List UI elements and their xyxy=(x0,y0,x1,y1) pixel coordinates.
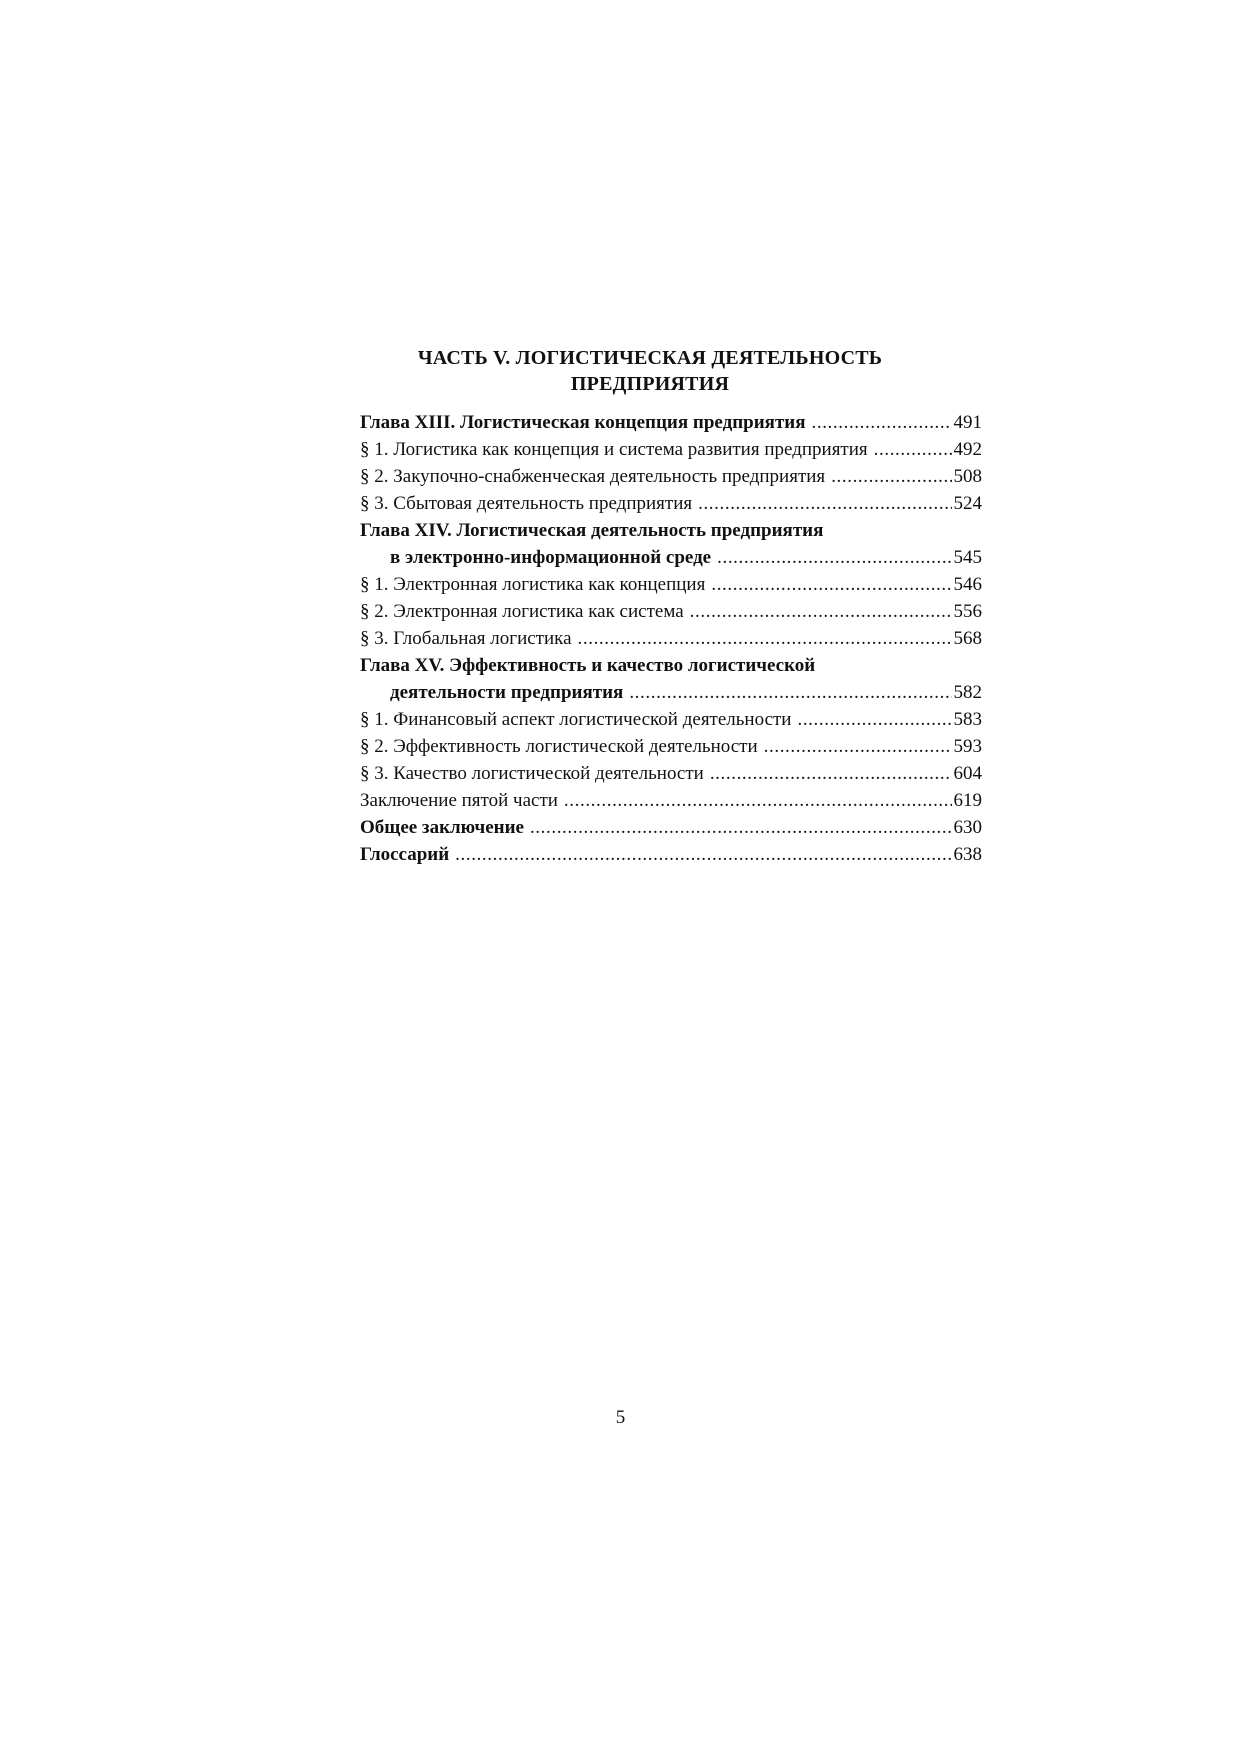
toc-entry-label: в электронно-информационной среде xyxy=(390,547,712,568)
toc-entry-label: § 3. Качество логистической деятельности xyxy=(360,763,704,784)
toc-entry-page: 630 xyxy=(953,817,982,838)
toc-entry-ch14-section-1[interactable] xyxy=(360,571,982,598)
dot-leader xyxy=(874,436,952,463)
toc-entry-page: 604 xyxy=(953,763,982,784)
toc-entry-page: 568 xyxy=(953,628,982,649)
dot-leader xyxy=(812,409,952,436)
toc-entry-label: Глава XIII. Логистическая концепция предприятия xyxy=(360,412,806,433)
dot-leader xyxy=(764,733,952,760)
table-of-contents xyxy=(360,409,982,868)
toc-entry-label: § 1. Логистика как концепция и система развития предприятия xyxy=(360,439,868,460)
toc-entry-label: Глоссарий xyxy=(360,844,450,865)
toc-entry-label: § 3. Глобальная логистика xyxy=(360,628,572,649)
dot-leader xyxy=(717,544,951,571)
toc-entry-chapter-15[interactable] xyxy=(360,679,982,706)
toc-entry-glossary[interactable] xyxy=(360,841,982,868)
toc-entry-label: Общее заключение xyxy=(360,817,524,838)
toc-entry-chapter-14-line-1[interactable]: Глава XIV. Логистическая деятельность предприятия xyxy=(360,520,824,541)
toc-entry-page: 545 xyxy=(953,547,982,568)
toc-entry-ch14-section-3[interactable] xyxy=(360,625,982,652)
toc-entry-page: 583 xyxy=(953,709,982,730)
part-title-line-2: ПРЕДПРИЯТИЯ xyxy=(570,373,730,395)
toc-entry-chapter-15-line-1[interactable]: Глава XV. Эффективность и качество логистической xyxy=(360,655,816,676)
toc-entry-label: § 2. Эффективность логистической деятельности xyxy=(360,736,758,757)
toc-entry-page: 492 xyxy=(953,439,982,460)
toc-entry-label: деятельности предприятия xyxy=(390,682,624,703)
dot-leader xyxy=(711,571,951,598)
toc-entry-label: Заключение пятой части xyxy=(360,790,558,811)
toc-entry-page: 491 xyxy=(953,412,982,433)
part-title-line-1: ЧАСТЬ V. ЛОГИСТИЧЕСКАЯ ДЕЯТЕЛЬНОСТЬ xyxy=(417,347,883,369)
page-number: 5 xyxy=(615,1407,626,1428)
dot-leader xyxy=(797,706,951,733)
dot-leader xyxy=(530,814,952,841)
toc-entry-conclusion-part-5[interactable] xyxy=(360,787,982,814)
toc-entry-page: 508 xyxy=(953,466,982,487)
toc-entry-page: 556 xyxy=(953,601,982,622)
toc-entry-label: § 2. Закупочно-снабженческая деятельность предприятия xyxy=(360,466,826,487)
toc-entry-ch13-section-1[interactable] xyxy=(360,436,982,463)
dot-leader xyxy=(831,463,951,490)
dot-leader xyxy=(564,787,952,814)
part-title xyxy=(300,345,1000,397)
toc-entry-label: § 1. Финансовый аспект логистической деятельности xyxy=(360,709,792,730)
toc-entry-ch15-section-2[interactable] xyxy=(360,733,982,760)
toc-entry-general-conclusion[interactable] xyxy=(360,814,982,841)
toc-entry-ch15-section-3[interactable] xyxy=(360,760,982,787)
toc-entry-ch13-section-3[interactable] xyxy=(360,490,982,517)
toc-entry-ch15-section-1[interactable] xyxy=(360,706,982,733)
dot-leader xyxy=(710,760,952,787)
toc-entry-ch14-section-2[interactable] xyxy=(360,598,982,625)
toc-entry-page: 582 xyxy=(953,682,982,703)
dot-leader xyxy=(578,625,952,652)
toc-entry-label: § 3. Сбытовая деятельность предприятия xyxy=(360,493,693,514)
toc-entry-chapter-13[interactable] xyxy=(360,409,982,436)
dot-leader xyxy=(629,679,951,706)
toc-entry-page: 546 xyxy=(953,574,982,595)
toc-entry-page: 619 xyxy=(953,790,982,811)
toc-entry-page: 638 xyxy=(953,844,982,865)
toc-entry-label: § 1. Электронная логистика как концепция xyxy=(360,574,706,595)
toc-entry-page: 524 xyxy=(953,493,982,514)
toc-entry-label: § 2. Электронная логистика как система xyxy=(360,601,684,622)
toc-entry-ch13-section-2[interactable] xyxy=(360,463,982,490)
dot-leader xyxy=(455,841,951,868)
dot-leader xyxy=(690,598,952,625)
dot-leader xyxy=(698,490,951,517)
toc-entry-chapter-14[interactable] xyxy=(360,544,982,571)
toc-entry-page: 593 xyxy=(953,736,982,757)
